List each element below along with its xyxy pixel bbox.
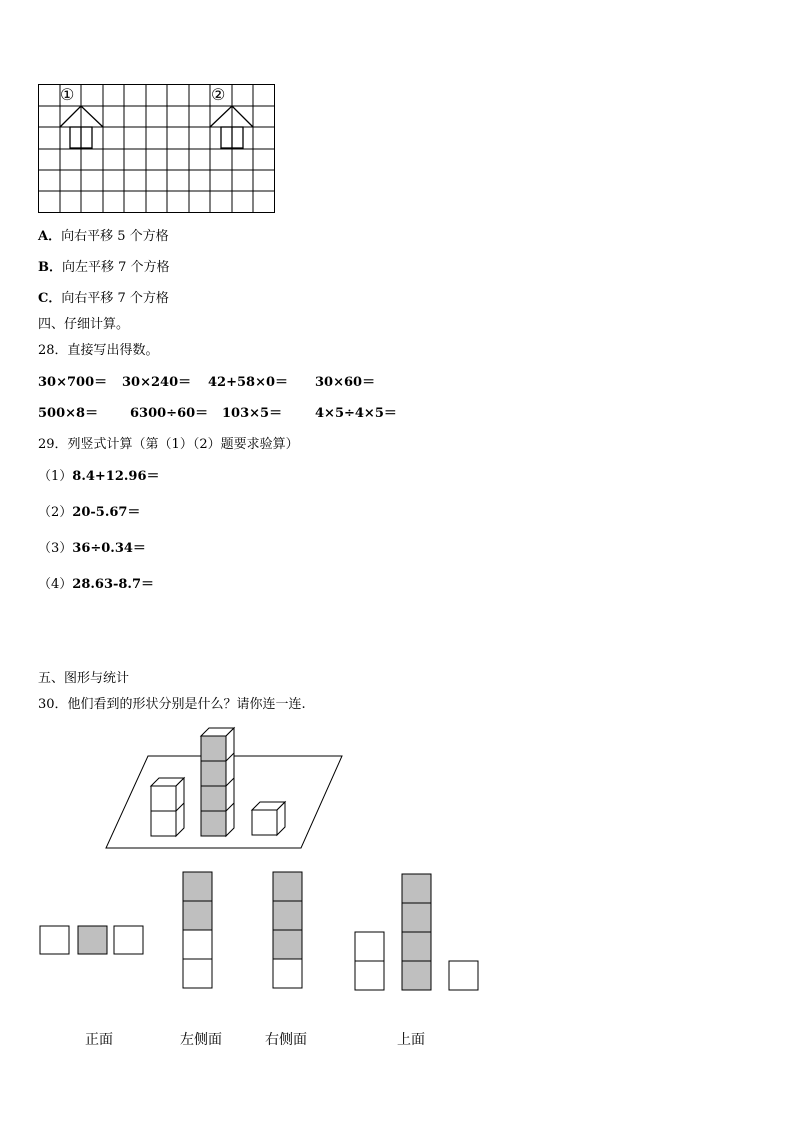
calc-item: 30×700＝	[38, 375, 108, 390]
item-number: （4）	[38, 577, 73, 592]
calc-item: 42+58×0＝	[208, 375, 289, 390]
grid-label-2: ②	[211, 85, 226, 104]
option-text: 向右平移 7 个方格	[61, 291, 169, 306]
option-letter: A．	[38, 229, 62, 244]
option-letter: B．	[38, 260, 62, 275]
view-label-top: 上面	[397, 1032, 425, 1048]
calc-item: 30×60＝	[315, 375, 376, 390]
view-label-front: 正面	[85, 1032, 113, 1048]
calc-item: 30×240＝	[122, 375, 192, 390]
calc-item: 500×8＝	[38, 406, 99, 421]
view-label-right: 右侧面	[265, 1032, 307, 1048]
question-title: 28．直接写出得数。	[38, 343, 159, 358]
item-number: （1）	[38, 469, 73, 484]
item-number: （2）	[38, 505, 73, 520]
grid-label-1: ①	[60, 85, 75, 104]
option-letter: C．	[38, 291, 62, 306]
question-title: 30．他们看到的形状分别是什么？请你连一连.	[38, 697, 306, 712]
item-expression: 28.63-8.7＝	[72, 577, 155, 592]
view-option-2	[183, 872, 212, 988]
option-text: 向右平移 5 个方格	[61, 229, 169, 244]
item-number: （3）	[38, 541, 73, 556]
item-expression: 36÷0.34＝	[72, 541, 146, 556]
option-text: 向左平移 7 个方格	[62, 260, 170, 275]
view-label-left: 左侧面	[180, 1032, 222, 1048]
calc-item: 6300÷60＝	[130, 406, 209, 421]
calc-item: 4×5÷4×5＝	[315, 406, 397, 421]
item-expression: 8.4+12.96＝	[72, 469, 160, 484]
item-expression: 20-5.67＝	[72, 505, 141, 520]
view-option-3	[273, 872, 302, 988]
section-heading: 五、图形与统计	[38, 671, 130, 686]
question-title: 29．列竖式计算（第（1）（2）题要求验算）	[38, 437, 299, 452]
calc-item: 103×5＝	[222, 406, 283, 421]
view-option-1	[40, 926, 143, 954]
section-heading: 四、仔细计算。	[38, 317, 130, 332]
view-option-4	[355, 874, 478, 990]
